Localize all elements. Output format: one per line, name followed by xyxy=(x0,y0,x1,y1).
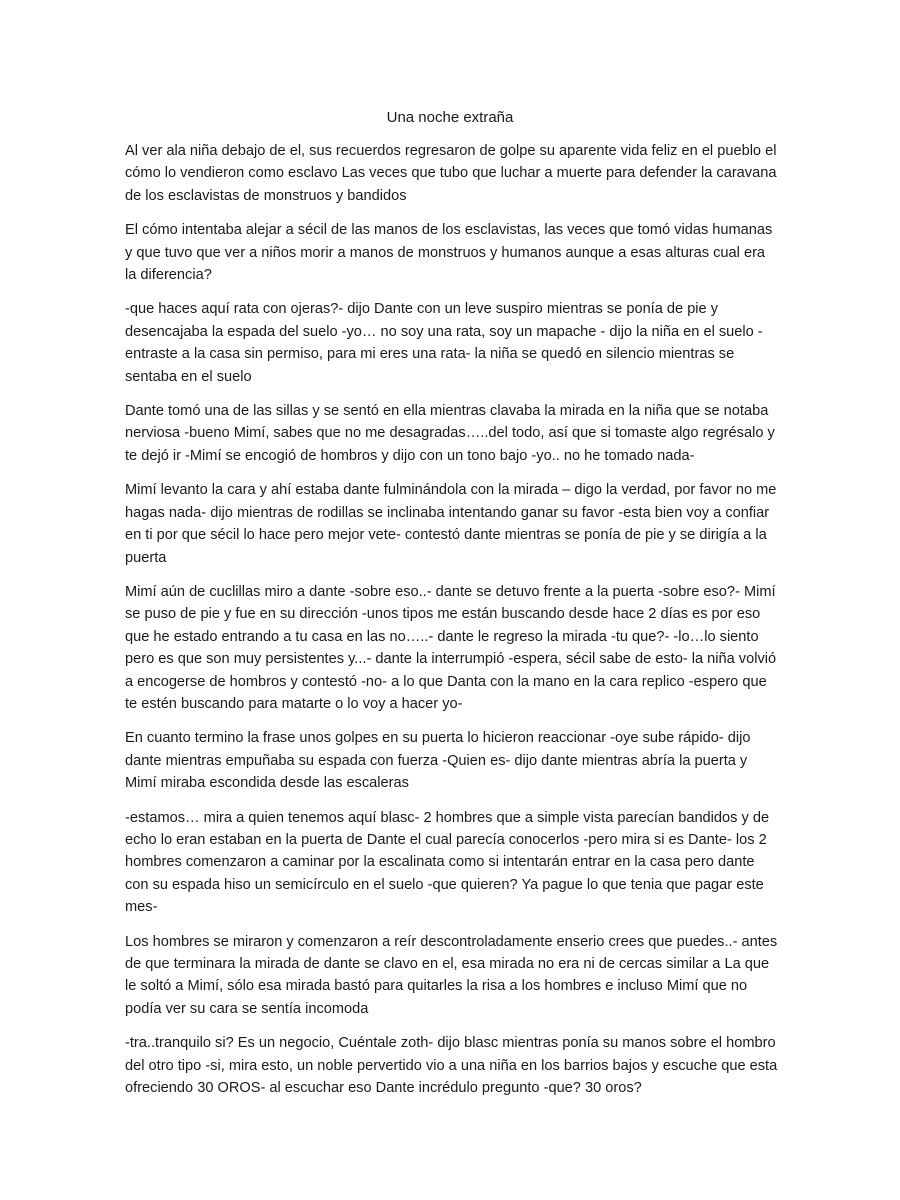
paragraph-6: Mimí aún de cuclillas miro a dante -sobre eso..- dante se detuvo frente a la puerta -sobre eso?- Mimí se puso de pie y fue en su dirección -unos tipos me están buscando desde hace 2 días es por eso que he estado entrando a tu casa en las no…..- dante le regreso la mirada -tu que?- -lo…lo siento pero es que son muy persistentes y...- dante la interrumpió -espera, sécil sabe de esto- la niña volvió a encogerse de hombros y contestó -no- a lo que Danta con la mano en la cara replico -espero que te estén buscando para matarte o lo voy a hacer yo- xyxy=(125,583,777,712)
paragraph-3: -que haces aquí rata con ojeras?- dijo Dante con un leve suspiro mientras se ponía de pie y desencajaba la espada del suelo -yo… no soy una rata, soy un mapache - dijo la niña en el suelo -entraste a la casa sin permiso, para mi eres una rata- la niña se quedó en silencio mientras se sentaba en el suelo xyxy=(125,301,763,385)
document-body xyxy=(125,140,780,1111)
paragraph-2: El cómo intentaba alejar a sécil de las manos de los esclavistas, las veces que tomó vidas humanas y que tuvo que ver a niños morir a manos de monstruos y humanos aunque a esas alturas cual era la diferencia? xyxy=(125,222,773,284)
paragraph-4: Dante tomó una de las sillas y se sentó en ella mientras clavaba la mirada en la niña que se notaba nerviosa -bueno Mimí, sabes que no me desagradas…..del todo, así que si tomaste algo regrésalo y te dejó ir -Mimí se encogió de hombros y dijo con un tono bajo -yo.. no he tomado nada- xyxy=(125,403,775,464)
paragraph-8: -estamos… mira a quien tenemos aquí blasc- 2 hombres que a simple vista parecían bandidos y de echo lo eran estaban en la puerta de Dante el cual parecía conocerlos -pero mira si es Dante- los 2 hombres comenzaron a caminar por la escalinata como si intentarán entrar en la casa pero dante con su espada hiso un semicírculo en el suelo -que quieren? Ya pague lo que tenia que pagar este mes- xyxy=(125,809,770,916)
paragraph-5: Mimí levanto la cara y ahí estaba dante fulminándola con la mirada – digo la verdad, por favor no me hagas nada- dijo mientras de rodillas se inclinaba intentando ganar su favor -esta bien voy a confiar en ti por que sécil lo hace pero mejor vete- contestó dante mientras se ponía de pie y se dirigía a la puerta xyxy=(125,482,777,566)
paragraph-7: En cuanto termino la frase unos golpes en su puerta lo hicieron reaccionar -oye sube rápido- dijo dante mientras empuñaba su espada con fuerza -Quien es- dijo dante mientras abría la puerta y Mimí miraba escondida desde las escaleras xyxy=(125,730,751,792)
document-title: Una noche extraña xyxy=(386,109,514,126)
paragraph-10: -tra..tranquilo si? Es un negocio, Cuéntale zoth- dijo blasc mientras ponía su manos sobre el hombro del otro tipo -si, mira esto, un noble pervertido vio a una niña en los barrios bajos y escuche que esta ofreciendo 30 OROS- al escuchar eso Dante incrédulo pregunto -que? 30 oros? xyxy=(125,1035,778,1097)
paragraph-9: Los hombres se miraron y comenzaron a reír descontroladamente enserio crees que puedes..- antes de que terminara la mirada de dante se clavo en el, esa mirada no era ni de cercas similar a La que le soltó a Mimí, sólo esa mirada bastó para quitarles la risa a los hombres e incluso Mimí que no podía ver su cara se sentía incomoda xyxy=(125,933,778,1017)
paragraph-1: Al ver ala niña debajo de el, sus recuerdos regresaron de golpe su aparente vida feliz en el pueblo el cómo lo vendieron como esclavo Las veces que tubo que luchar a muerte para defender la caravana de los esclavistas de monstruos y bandidos xyxy=(125,143,777,204)
